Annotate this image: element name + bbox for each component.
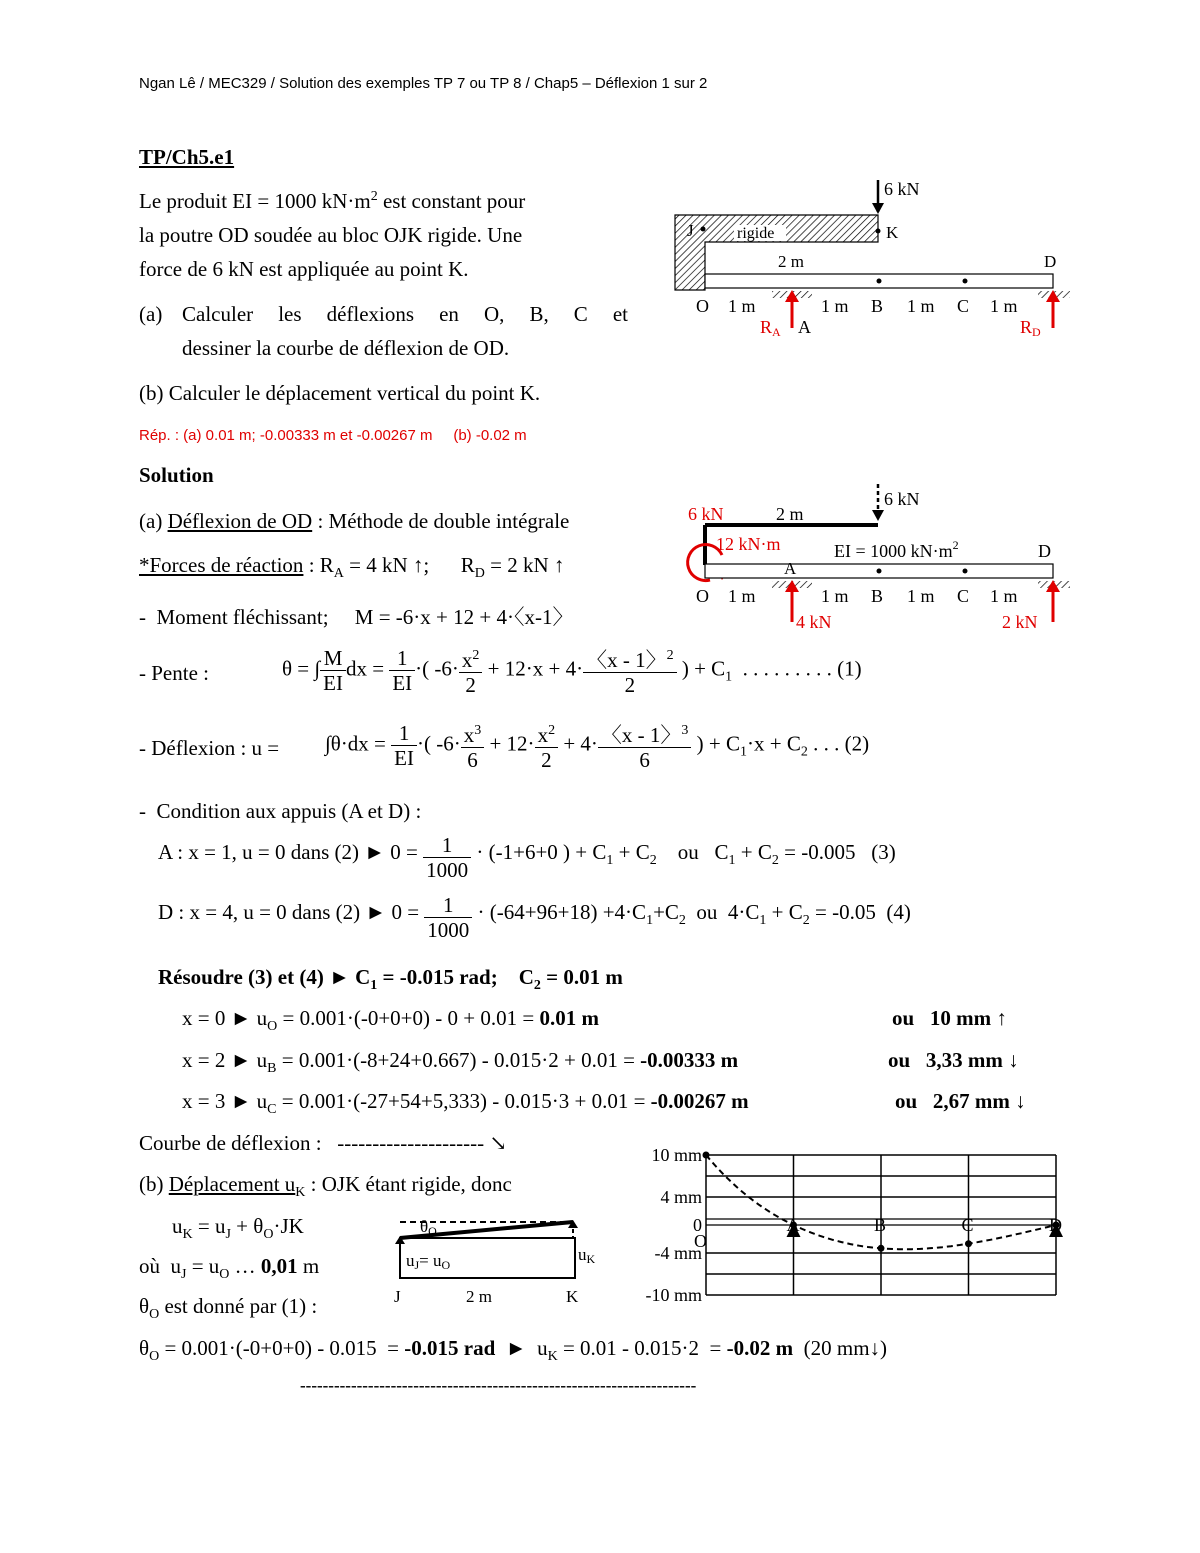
condition-D-line: D : x = 4, u = 0 dans (2) ► 0 = $\frac{1}{1000}$ · $(-64+96+18) +4\cdot C_1+C_2$ ou $4\cdot C_1 + C_2 = -0.05$ (4) <box>158 893 911 942</box>
label-J: J <box>687 221 694 240</box>
solve-line: Résoudre (3) et (4) ► $C_1 = -0.015$ rad; $C_2 = 0.01$ m <box>158 965 623 994</box>
label-B-2: B <box>871 586 884 606</box>
part-a-heading: (a) Déflexion de OD : Méthode de double intégrale <box>139 509 570 533</box>
label-A: A <box>798 317 811 337</box>
reaction-A-label: 4 kN <box>796 612 832 632</box>
force-label-2: 6 kN <box>884 489 920 509</box>
result-x2: x = 2 ► $u_B = 0.001\cdot(-8+24+0.667) - 0.015\cdot 2 + 0.01 = -0.00333$ m <box>182 1048 739 1077</box>
uK-label: uK <box>578 1245 596 1266</box>
point-C-dot <box>963 279 968 284</box>
result-x3: x = 3 ► $u_C = 0.001\cdot(-27+54+5,333) - 0.015\cdot 3 + 0.01 = -0.00267$ m <box>182 1089 749 1118</box>
pente-label: - Pente : <box>139 661 209 685</box>
uJ-label: uJ= uO <box>406 1251 451 1272</box>
point-K-dot <box>876 229 881 234</box>
label-1m-d: 1 m <box>990 296 1018 316</box>
result-x0: x = 0 ► $u_O = 0.001\cdot(-0+0+0) - 0 + 0.01 = 0.01$ m <box>182 1006 599 1035</box>
label-C: C <box>957 296 970 316</box>
data-point <box>878 1245 885 1252</box>
label-RD: RD <box>1020 317 1041 339</box>
point-label: O <box>694 1231 707 1251</box>
reactions-line: *Forces de réaction : $R_A = 4$ kN ↑; $R_D = 2$ kN ↑ <box>139 553 565 582</box>
point-B-dot <box>877 279 882 284</box>
label-RA: RA <box>760 317 781 339</box>
question-b: (b) Calculer le déplacement vertical du point K. <box>139 381 541 405</box>
result-x0-mm: ou 10 mm ↑ <box>892 1006 1007 1030</box>
data-point <box>965 1240 972 1247</box>
y-tick-label: 4 mm <box>660 1187 702 1207</box>
solution-heading: Solution <box>139 463 214 487</box>
deflection-chart <box>620 1135 1060 1310</box>
rigid-rotation-figure <box>390 1208 596 1308</box>
uk-equation: $u_K = u_J + \theta_O\cdot JK$ <box>172 1214 304 1243</box>
EI-label: EI = 1000 $kN\cdot m^2$ <box>834 538 959 561</box>
span-label-3: 2 m <box>466 1287 492 1306</box>
beam-figure-problem <box>660 170 1080 350</box>
theta-O-label: θO <box>420 1217 437 1238</box>
point-label: C <box>961 1215 974 1235</box>
question-a-label: (a) <box>139 302 163 326</box>
deflexion-label: - Déflexion : u = <box>139 736 280 760</box>
page-header: Ngan Lê / MEC329 / Solution des exemples TP 7 ou TP 8 / Chap5 – Déflexion 1 sur 2 <box>139 75 708 92</box>
y-tick-label: 10 mm <box>651 1145 702 1165</box>
label-1m-c: 1 m <box>907 296 935 316</box>
part-b-heading: (b) Déplacement $u_K$ : OJK étant rigide, donc <box>139 1172 512 1201</box>
force-red-label: 6 kN <box>688 504 724 524</box>
label-1m-b: 1 m <box>821 296 849 316</box>
label-1m-d-2: 1 m <box>990 586 1018 606</box>
label-A-2: A <box>784 559 797 578</box>
condition-A-line: A : x = 1, u = 0 dans (2) ► 0 = $\frac{1}{1000}$ · (-1+6+0 ) + $C_1 + C_2$ ou $C_1 + C_2 = -0.005$ (3) <box>158 833 896 882</box>
label-1m-a-2: 1 m <box>728 586 756 606</box>
span-label-2: 2 m <box>776 504 804 524</box>
point-label: B <box>874 1215 887 1235</box>
problem-line-3: force de 6 kN est appliquée au point K. <box>139 257 469 281</box>
courbe-line: Courbe de déflexion : --------------------- ↘ <box>139 1131 507 1155</box>
conditions-line: - Condition aux appuis (A et D) : <box>139 799 422 823</box>
reaction-D-label: 2 kN <box>1002 612 1038 632</box>
result-x3-mm: ou 2,67 mm ↓ <box>895 1089 1026 1113</box>
point-label: A <box>786 1215 800 1235</box>
label-D-2: D <box>1038 541 1051 561</box>
result-x2-mm: ou 3,33 mm ↓ <box>888 1048 1019 1072</box>
label-O-2: O <box>696 586 709 606</box>
moment-label: 12 kN·m <box>716 534 781 554</box>
label-D: D <box>1044 252 1057 271</box>
problem-line-1: Le produit EI = 1000 $kN\cdot m^2$ est constant pour <box>139 189 526 213</box>
data-point <box>703 1152 710 1159</box>
final-line: $\theta_O = 0.001\cdot(-0+0+0) - 0.015 = -0.015$ rad ► $u_K = 0.01 - 0.015\cdot 2 = -0.02$ m (20 mm↓) <box>139 1336 888 1365</box>
deflexion-equation: ∫θ·dx = $\frac{1}{EI}$ ·( -6· $\frac{x^3}{6}$ + 12· $\frac{x^2}{2}$ + 4· $\frac{〈x - 1〉^3}{6}$ ) + $C_1\cdot x + C_2$ . . . (2) <box>325 721 870 772</box>
label-rigide: rigide <box>737 225 775 242</box>
problem-title: TP/Ch5.e1 <box>139 145 235 169</box>
label-1m-a: 1 m <box>728 296 756 316</box>
theta-line: $\theta_O$ est donné par (1) : <box>139 1294 318 1323</box>
label-K-3: K <box>566 1287 579 1306</box>
uj-line: où $u_J = u_O$ … 0,01 m <box>139 1254 320 1283</box>
answer-line: Rép. : (a) 0.01 m; -0.00333 m et -0.00267 m (b) -0.02 m <box>139 427 527 444</box>
y-tick-label: -10 mm <box>645 1285 702 1305</box>
label-1m-c-2: 1 m <box>907 586 935 606</box>
problem-line-2: la poutre OD soudée au bloc OJK rigide. Une <box>139 223 523 247</box>
label-B: B <box>871 296 884 316</box>
y-tick-label: -4 mm <box>654 1243 702 1263</box>
label-C-2: C <box>957 586 970 606</box>
label-span: 2 m <box>778 252 804 271</box>
question-a-line-2: dessiner la courbe de déflexion de OD. <box>182 336 510 360</box>
moment-line: - Moment fléchissant; M = -6·x + 12 + 4·〈x-1〉 <box>139 605 574 629</box>
label-1m-b-2: 1 m <box>821 586 849 606</box>
question-a-line-1: Calculer les déflexions en O, B, C et <box>182 302 628 326</box>
y-tick-label: 0 <box>693 1215 702 1235</box>
label-O: O <box>696 296 709 316</box>
point-J-dot <box>701 227 706 232</box>
force-label: 6 kN <box>884 179 920 199</box>
pente-equation: θ = ∫ $\frac{M}{EI}$ dx = $\frac{1}{EI}$ ·( -6· $\frac{x^2}{2}$ + 12·x + 4· $\frac{〈x - 1〉^2}{2}$ ) + $C_1$ . . . . . . . . . (1) <box>282 646 862 697</box>
label-J-3: J <box>394 1287 401 1306</box>
end-rule: ---------------------------------------------------------------------- <box>300 1376 697 1395</box>
beam-figure-reactions <box>660 480 1090 640</box>
label-K: K <box>886 223 899 242</box>
point-label: D <box>1049 1215 1062 1235</box>
